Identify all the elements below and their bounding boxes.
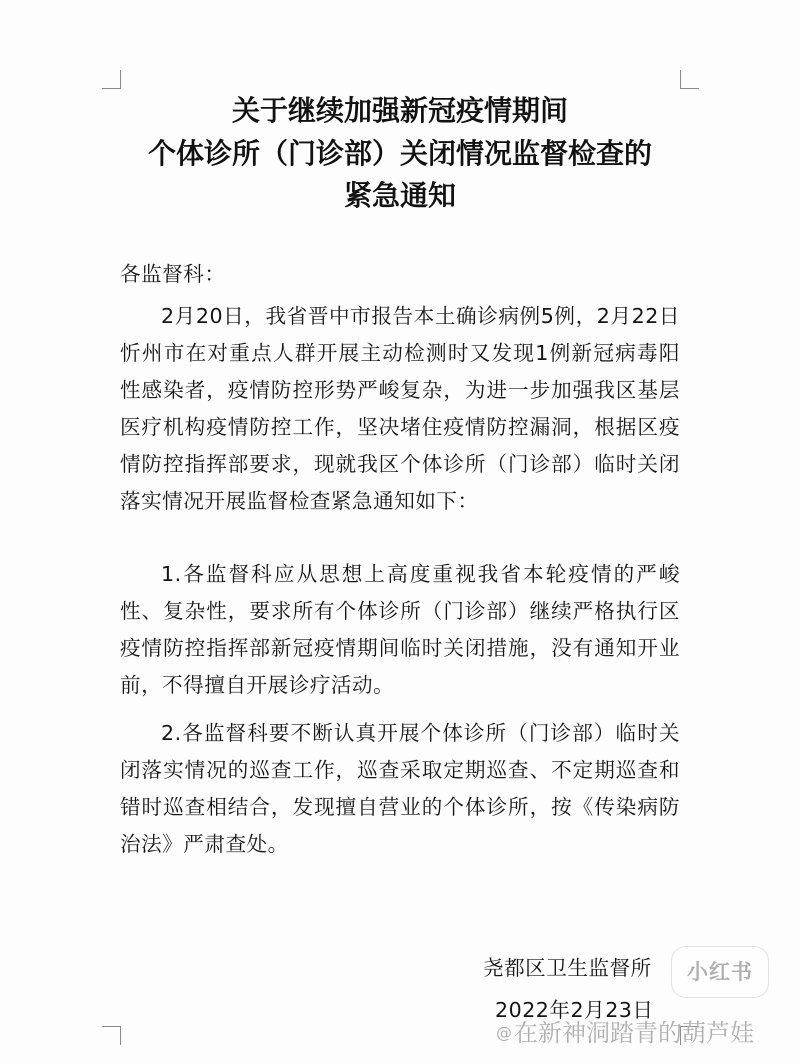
paragraph-item-2: 2.各监督科要不断认真开展个体诊所（门诊部）临时关闭落实情况的巡查工作，巡查采取定期巡查、不定期巡查和错时巡查相结合，发现擅自营业的个体诊所，按《传染病防治法》严肃查处。 [120,721,680,856]
user-handle-watermark [496,1018,754,1048]
paragraph-item-1: 1.各监督科应从思想上高度重视我省本轮疫情的严峻性、复杂性，要求所有个体诊所（门诊部）继续严格执行区疫情防控指挥部新冠疫情期间临时关闭措施，没有通知开业前，不得擅自开展诊疗活动。 [120,562,680,697]
signature-organization: 尧都区卫生监督所 [483,956,652,980]
crop-mark-top-right [680,70,699,89]
at-symbol: @ [496,1023,512,1042]
crop-mark-bottom-left [102,1026,121,1045]
signature-date: 2022年2月23日 [495,998,654,1022]
crop-mark-top-left [102,70,121,89]
title-line-3: 紧急通知 [343,179,456,212]
paragraph-intro: 2月20日，我省晋中市报告本土确诊病例5例，2月22日忻州市在对重点人群开展主动检测时又发现1例新冠病毒阳性感染者，疫情防控形势严峻复杂，为进一步加强我区基层医疗机构疫情防控工作，坚决堵住疫情防控漏洞，根据区疫情防控指挥部要求，现就我区个体诊所（门诊部）临时关闭落实情况开展监督检查紧急通知如下： [120,304,680,513]
title-line-2: 个体诊所（门诊部）关闭情况监督检查的 [147,137,652,170]
user-handle-text: 在新神洞踏青的葫芦娃 [514,1019,754,1047]
salutation: 各监督科： [120,262,226,286]
xiaohongshu-logo-watermark: 小红书 [672,947,768,997]
title-line-1: 关于继续加强新冠疫情期间 [231,94,568,127]
